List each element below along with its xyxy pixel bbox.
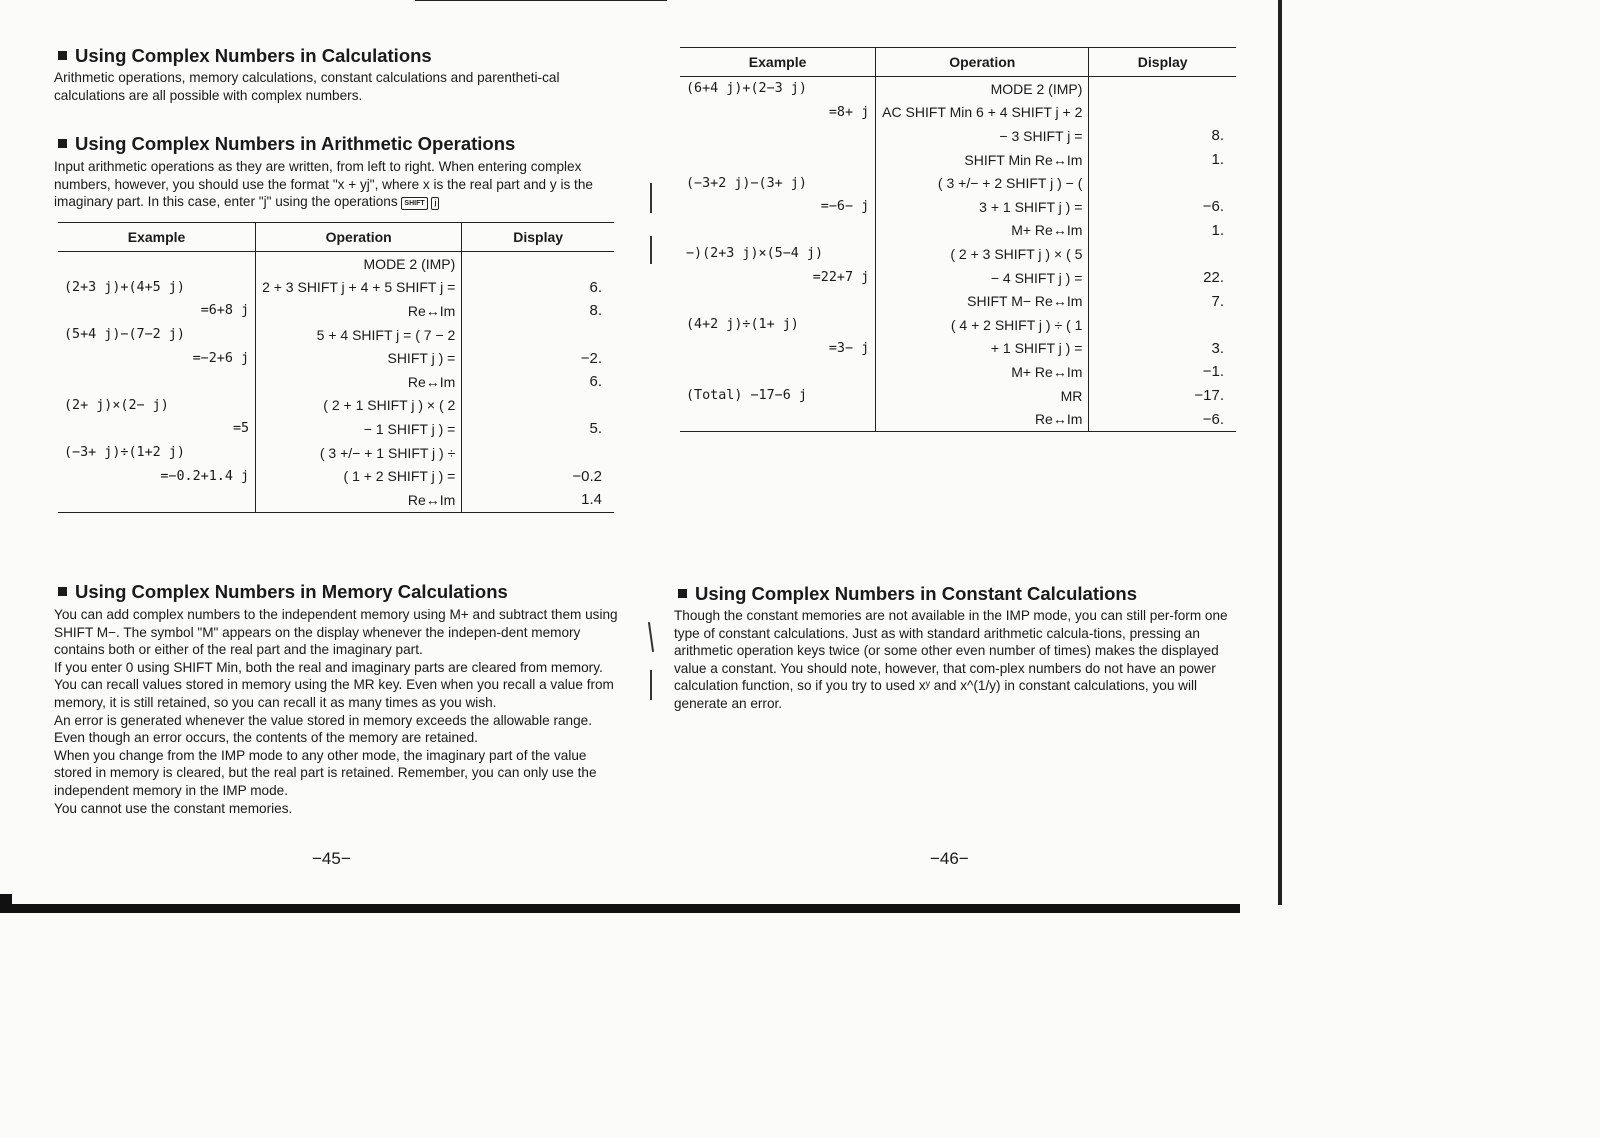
cell-display: 6. (589, 278, 602, 296)
constant-paragraph: Though the constant memories are not available in the IMP mode, you can still per-form one type of constant calculations. Just as with standard arithmetic calcula-tions, pressing an arithmetic operation keys twice (or some other even number of times) makes the displayed value a constant. You should note, however, that com-plex numbers do not have an power calculation function, so if you try to used xʸ and x^(1/y) in constant calculations, you will generate an error. (674, 608, 1228, 711)
cell-example (680, 124, 876, 148)
gutter-mark (648, 622, 654, 652)
bullet-square-icon (58, 587, 67, 596)
cell-display: 3. (1211, 339, 1224, 357)
cell-example (680, 360, 876, 384)
bullet-square-icon (678, 589, 687, 598)
table-row (680, 407, 1236, 431)
cell-operation: ( 2 + 3 SHIFT j ) × ( 5 (876, 242, 1089, 266)
cell-operation: − 3 SHIFT j = (876, 124, 1089, 148)
cell-display: −6. (1089, 407, 1236, 431)
cell-display: 8. (589, 302, 602, 320)
cell-operation: ( 2 + 1 SHIFT j ) × ( 2 (256, 394, 462, 418)
table-row (680, 384, 1236, 408)
heading-memory: Using Complex Numbers in Memory Calculations (58, 581, 508, 603)
table-row (58, 346, 614, 370)
table-row (58, 417, 614, 441)
cell-display (462, 394, 614, 418)
cell-display: 1. (1211, 151, 1224, 169)
table-row (680, 77, 1236, 101)
bullet-square-icon (58, 51, 67, 60)
table-row (680, 124, 1236, 148)
cell-operation: ( 4 + 2 SHIFT j ) ÷ ( 1 (876, 313, 1089, 337)
cell-display (462, 252, 614, 276)
table-row (680, 148, 1236, 172)
cell-example (58, 370, 256, 394)
cell-operation: + 1 SHIFT j ) = (876, 337, 1089, 361)
table-row (58, 276, 614, 300)
shift-key-icon: SHIFT (401, 197, 427, 210)
cell-operation: ( 1 + 2 SHIFT j ) = (256, 464, 462, 488)
cell-display (1089, 77, 1236, 101)
cell-operation: − 1 SHIFT j ) = (256, 417, 462, 441)
top-rule (415, 0, 667, 1)
table-row (58, 370, 614, 394)
cell-display (462, 441, 614, 465)
memory-table (680, 47, 1236, 432)
binding-band (0, 904, 1240, 913)
cell-example: −)(2+3 j)×(5−4 j) (680, 242, 876, 266)
memory-paragraphs: You can add complex numbers to the independent memory using M+ and subtract them using SHIFT M−. The symbol "M" appears on the display whenever the indepen-dent memory contains both or either of the real part and the imaginary part. If you enter 0 using SHIFT Min, both the real and imaginary parts are cleared from memory. You can recall values stored in memory using the MR key. Even when you recall a value from memory, it is still retained, so you can recall it as many times as you wish. An error is generated whenever the value stored in memory exceeds the allowable range. Even though an error occurs, the contents of the memory are retained. When you change from the IMP mode to any other mode, the imaginary part of the value stored in memory is cleared, but the real part is retained. Remember, you can only use the independent memory in the IMP mode. You cannot use the constant memories. (54, 607, 618, 816)
table-row (680, 242, 1236, 266)
intro-paragraph: Arithmetic operations, memory calculations, constant calculations and parentheti-cal calculations are all possible with complex numbers. (54, 70, 560, 103)
cell-display (1089, 101, 1236, 125)
header-example: Example (58, 223, 256, 252)
cell-display: −17. (1194, 387, 1224, 405)
header-operation: Operation (876, 48, 1089, 77)
cell-display: 22. (1203, 269, 1224, 287)
cell-display: 1.4 (462, 488, 614, 512)
cell-example: (2+3 j)+(4+5 j) (58, 276, 256, 300)
table-row (58, 299, 614, 323)
cell-display: −2. (580, 349, 602, 367)
cell-display: −1. (1202, 363, 1224, 381)
heading-constant: Using Complex Numbers in Constant Calculations (678, 583, 1137, 605)
cell-example: =−0.2+1.4 j (58, 464, 256, 488)
header-example: Example (680, 48, 876, 77)
table-row (58, 488, 614, 512)
cell-operation: AC SHIFT Min 6 + 4 SHIFT j + 2 (876, 101, 1089, 125)
cell-display: 1. (1211, 221, 1224, 239)
table-row (680, 337, 1236, 361)
gutter-mark (650, 236, 652, 264)
cell-example (58, 252, 256, 276)
cell-display: 5. (589, 420, 602, 438)
cell-example: =8+ j (680, 101, 876, 125)
cell-display: 8. (1211, 127, 1224, 145)
page-edge (1278, 0, 1282, 905)
arithmetic-table (58, 222, 614, 513)
cell-operation: SHIFT Min Re↔Im (876, 148, 1089, 172)
bullet-square-icon (58, 139, 67, 148)
header-display: Display (462, 223, 614, 252)
cell-operation: M+ Re↔Im (876, 360, 1089, 384)
cell-display: −0.2 (572, 467, 602, 485)
j-key-icon: j (431, 197, 439, 210)
cell-example (680, 219, 876, 243)
table-row (680, 195, 1236, 219)
cell-example (680, 289, 876, 313)
cell-example: =3− j (680, 337, 876, 361)
gutter-mark (650, 183, 652, 213)
cell-operation: ( 3 +/− + 2 SHIFT j ) − ( (876, 171, 1089, 195)
cell-example: =5 (58, 417, 256, 441)
table-row (680, 313, 1236, 337)
cell-operation: 5 + 4 SHIFT j = ( 7 − 2 (256, 323, 462, 347)
table-row (58, 252, 614, 276)
cell-operation: M+ Re↔Im (876, 219, 1089, 243)
cell-example: (−3+ j)÷(1+2 j) (58, 441, 256, 465)
table-row (680, 219, 1236, 243)
header-display: Display (1089, 48, 1236, 77)
cell-example (680, 407, 876, 431)
table-row (58, 323, 614, 347)
cell-operation: Re↔Im (256, 370, 462, 394)
cell-operation: SHIFT M− Re↔Im (876, 289, 1089, 313)
cell-operation: Re↔Im (876, 407, 1089, 431)
table-row (58, 464, 614, 488)
table-row (58, 394, 614, 418)
table-row (680, 360, 1236, 384)
cell-display: 6. (589, 373, 602, 391)
table-row (680, 101, 1236, 125)
header-operation: Operation (256, 223, 462, 252)
cell-example: (2+ j)×(2− j) (58, 394, 256, 418)
cell-operation: MODE 2 (IMP) (256, 252, 462, 276)
cell-example: =22+7 j (680, 266, 876, 290)
gutter-mark (650, 670, 652, 700)
table-row (680, 289, 1236, 313)
table-row (58, 441, 614, 465)
table-row (680, 171, 1236, 195)
cell-example: =−6− j (680, 195, 876, 219)
cell-example: =6+8 j (58, 299, 256, 323)
cell-operation: MR (876, 384, 1089, 408)
cell-display (1089, 313, 1236, 337)
heading-calculations: Using Complex Numbers in Calculations (58, 45, 432, 67)
cell-example (58, 488, 256, 512)
cell-display (462, 323, 614, 347)
cell-operation: 3 + 1 SHIFT j ) = (876, 195, 1089, 219)
cell-display (1089, 171, 1236, 195)
cell-operation: ( 3 +/− + 1 SHIFT j ) ÷ (256, 441, 462, 465)
cell-operation: SHIFT j ) = (256, 346, 462, 370)
cell-example: (6+4 j)+(2−3 j) (680, 77, 876, 101)
cell-example: (−3+2 j)−(3+ j) (680, 171, 876, 195)
cell-example: (Total) −17−6 j (680, 384, 876, 408)
cell-example: (4+2 j)÷(1+ j) (680, 313, 876, 337)
page-number-45: −45− (312, 849, 351, 868)
cell-operation: Re↔Im (256, 488, 462, 512)
cell-example: (5+4 j)−(7−2 j) (58, 323, 256, 347)
table-row (680, 266, 1236, 290)
arithmetic-paragraph: Input arithmetic operations as they are written, from left to right. When entering complex numbers, however, you should use the format "x + yj", where x is the real part and y is the imaginary part. In this case, enter "j" using the operations SHIFT j (54, 159, 593, 210)
cell-operation: MODE 2 (IMP) (876, 77, 1089, 101)
page-number-46: −46− (930, 849, 969, 868)
cell-operation: − 4 SHIFT j ) = (876, 266, 1089, 290)
cell-display: −6. (1202, 198, 1224, 216)
cell-example (680, 148, 876, 172)
cell-example: =−2+6 j (58, 346, 256, 370)
heading-arithmetic: Using Complex Numbers in Arithmetic Operations (58, 133, 515, 155)
cell-operation: Re↔Im (256, 299, 462, 323)
cell-display (1089, 242, 1236, 266)
cell-display: 7. (1211, 292, 1224, 310)
cell-operation: 2 + 3 SHIFT j + 4 + 5 SHIFT j = (256, 276, 462, 300)
